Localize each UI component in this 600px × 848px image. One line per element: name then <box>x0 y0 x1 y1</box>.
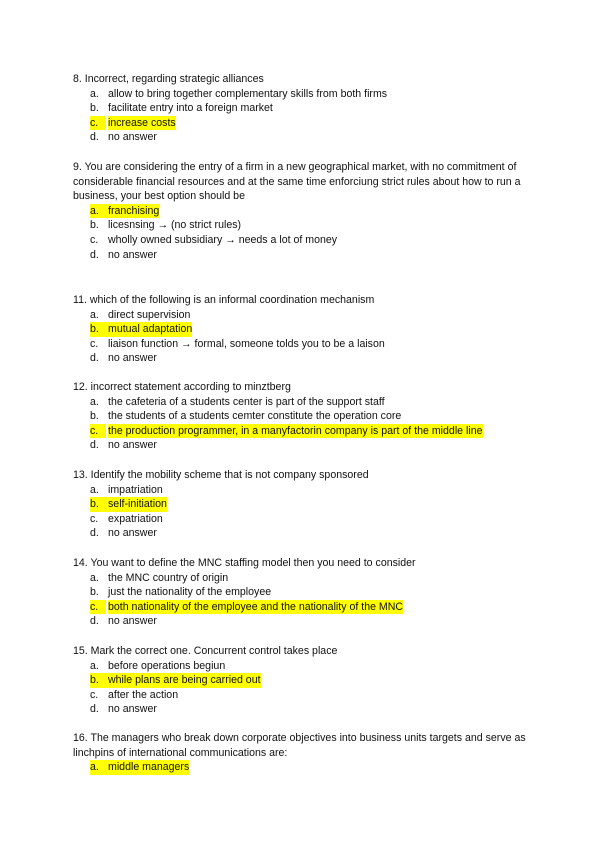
option-text: middle managers <box>108 761 190 774</box>
answer-option <box>73 600 533 615</box>
question-stem: 15. Mark the correct one. Concurrent control takes place <box>73 645 338 657</box>
option-letter: c. <box>90 512 99 525</box>
answer-options <box>73 204 533 262</box>
option-letter: a. <box>90 483 99 496</box>
option-text: allow to bring together complementary skills from both firms <box>108 87 388 100</box>
answer-options <box>73 760 533 775</box>
option-letter: d. <box>90 527 99 540</box>
option-letter: a. <box>90 760 107 775</box>
option-text: just the nationality of the employee <box>108 586 272 599</box>
answer-option <box>73 526 533 541</box>
question-stem: 14. You want to define the MNC staffing model then you need to consider <box>73 557 416 569</box>
question-stem: 9. You are considering the entry of a firm in a new geographical market, with no commitment of considerable financial resources and at the same time enforciung strict rules about how to run a business, your best option should be <box>73 161 521 203</box>
question-stem: 11. which of the following is an informal coordination mechanism <box>73 294 375 306</box>
option-letter: d. <box>90 615 99 628</box>
option-letter: c. <box>90 600 106 615</box>
answer-options <box>73 483 533 541</box>
option-text: the students of a students cemter constitute the operation core <box>108 410 402 423</box>
option-letter: d. <box>90 439 99 452</box>
option-letter: a. <box>90 308 99 321</box>
answer-option <box>73 673 533 688</box>
question-14 <box>73 556 533 629</box>
option-text: no answer <box>108 439 157 452</box>
answer-option <box>73 483 533 498</box>
option-letter: b. <box>90 410 99 423</box>
option-text: the production programmer, in a manyfactorin company is part of the middle line <box>108 424 483 437</box>
answer-option <box>73 438 533 453</box>
answer-option <box>73 424 533 439</box>
option-letter: b. <box>90 497 107 512</box>
option-text: no answer <box>108 131 157 144</box>
option-letter: b. <box>90 673 107 688</box>
option-text: impatriation <box>108 483 163 496</box>
answer-option <box>73 308 533 323</box>
question-stem: 16. The managers who break down corporate objectives into business units targets and serve as linchpins of international communications are: <box>73 732 526 759</box>
answer-option <box>73 702 533 717</box>
option-text: after the action <box>108 688 179 701</box>
option-letter: d. <box>90 131 99 144</box>
answer-option <box>73 688 533 703</box>
option-text: no answer <box>108 615 157 628</box>
option-text: no answer <box>108 352 157 365</box>
question-15 <box>73 644 533 717</box>
option-letter: a. <box>90 87 99 100</box>
question-12 <box>73 380 533 453</box>
option-text: direct supervision <box>108 308 191 321</box>
answer-options <box>73 571 533 629</box>
option-letter: a. <box>90 395 99 408</box>
answer-option <box>73 497 533 512</box>
answer-option <box>73 233 533 248</box>
answer-option <box>73 351 533 366</box>
option-text: no answer <box>108 527 157 540</box>
option-text: wholly owned subsidiary → needs a lot of money <box>108 233 338 246</box>
answer-option <box>73 101 533 116</box>
option-text: the cafeteria of a students center is part of the support staff <box>108 395 385 408</box>
question-16 <box>73 731 533 775</box>
answer-options <box>73 87 533 145</box>
option-letter: a. <box>90 204 107 219</box>
option-letter: a. <box>90 571 99 584</box>
answer-option <box>73 87 533 102</box>
option-letter: b. <box>90 102 99 115</box>
option-text: franchising <box>108 204 160 217</box>
option-letter: c. <box>90 424 106 439</box>
option-letter: c. <box>90 337 99 350</box>
option-text: while plans are being carried out <box>108 674 261 687</box>
option-text: no answer <box>108 703 157 716</box>
option-letter: c. <box>90 116 106 131</box>
option-text: no answer <box>108 248 157 261</box>
answer-option <box>73 659 533 674</box>
question-8 <box>73 72 533 145</box>
option-text: mutual adaptation <box>108 323 193 336</box>
option-letter: b. <box>90 219 99 232</box>
answer-option <box>73 218 533 233</box>
option-text: self-initiation <box>108 498 167 511</box>
answer-option <box>73 204 533 219</box>
option-letter: b. <box>90 322 107 337</box>
answer-option <box>73 395 533 410</box>
answer-option <box>73 760 533 775</box>
option-letter: a. <box>90 659 99 672</box>
option-text: increase costs <box>108 116 176 129</box>
option-letter: c. <box>90 688 99 701</box>
option-text: the MNC country of origin <box>108 571 229 584</box>
question-9 <box>73 160 533 262</box>
question-stem: 8. Incorrect, regarding strategic alliances <box>73 73 264 85</box>
option-letter: d. <box>90 352 99 365</box>
question-11 <box>73 293 533 366</box>
question-13 <box>73 468 533 541</box>
answer-option <box>73 248 533 263</box>
answer-option <box>73 116 533 131</box>
option-letter: b. <box>90 586 99 599</box>
answer-option <box>73 130 533 145</box>
option-text: both nationality of the employee and the nationality of the MNC <box>108 600 404 613</box>
question-stem: 12. incorrect statement according to minztberg <box>73 381 291 393</box>
option-letter: c. <box>90 233 99 246</box>
answer-options <box>73 395 533 453</box>
answer-option <box>73 585 533 600</box>
option-text: expatriation <box>108 512 163 525</box>
answer-options <box>73 308 533 366</box>
answer-option <box>73 322 533 337</box>
answer-option <box>73 571 533 586</box>
option-text: before operations begiun <box>108 659 226 672</box>
answer-options <box>73 659 533 717</box>
answer-option <box>73 409 533 424</box>
option-text: facilitate entry into a foreign market <box>108 102 273 115</box>
answer-option <box>73 614 533 629</box>
option-letter: d. <box>90 248 99 261</box>
answer-option <box>73 512 533 527</box>
question-stem: 13. Identify the mobility scheme that is not company sponsored <box>73 469 369 481</box>
option-letter: d. <box>90 703 99 716</box>
option-text: liaison function → formal, someone tolds you to be a laison <box>108 337 385 350</box>
answer-option <box>73 337 533 352</box>
option-text: licesnsing → (no strict rules) <box>108 219 242 232</box>
